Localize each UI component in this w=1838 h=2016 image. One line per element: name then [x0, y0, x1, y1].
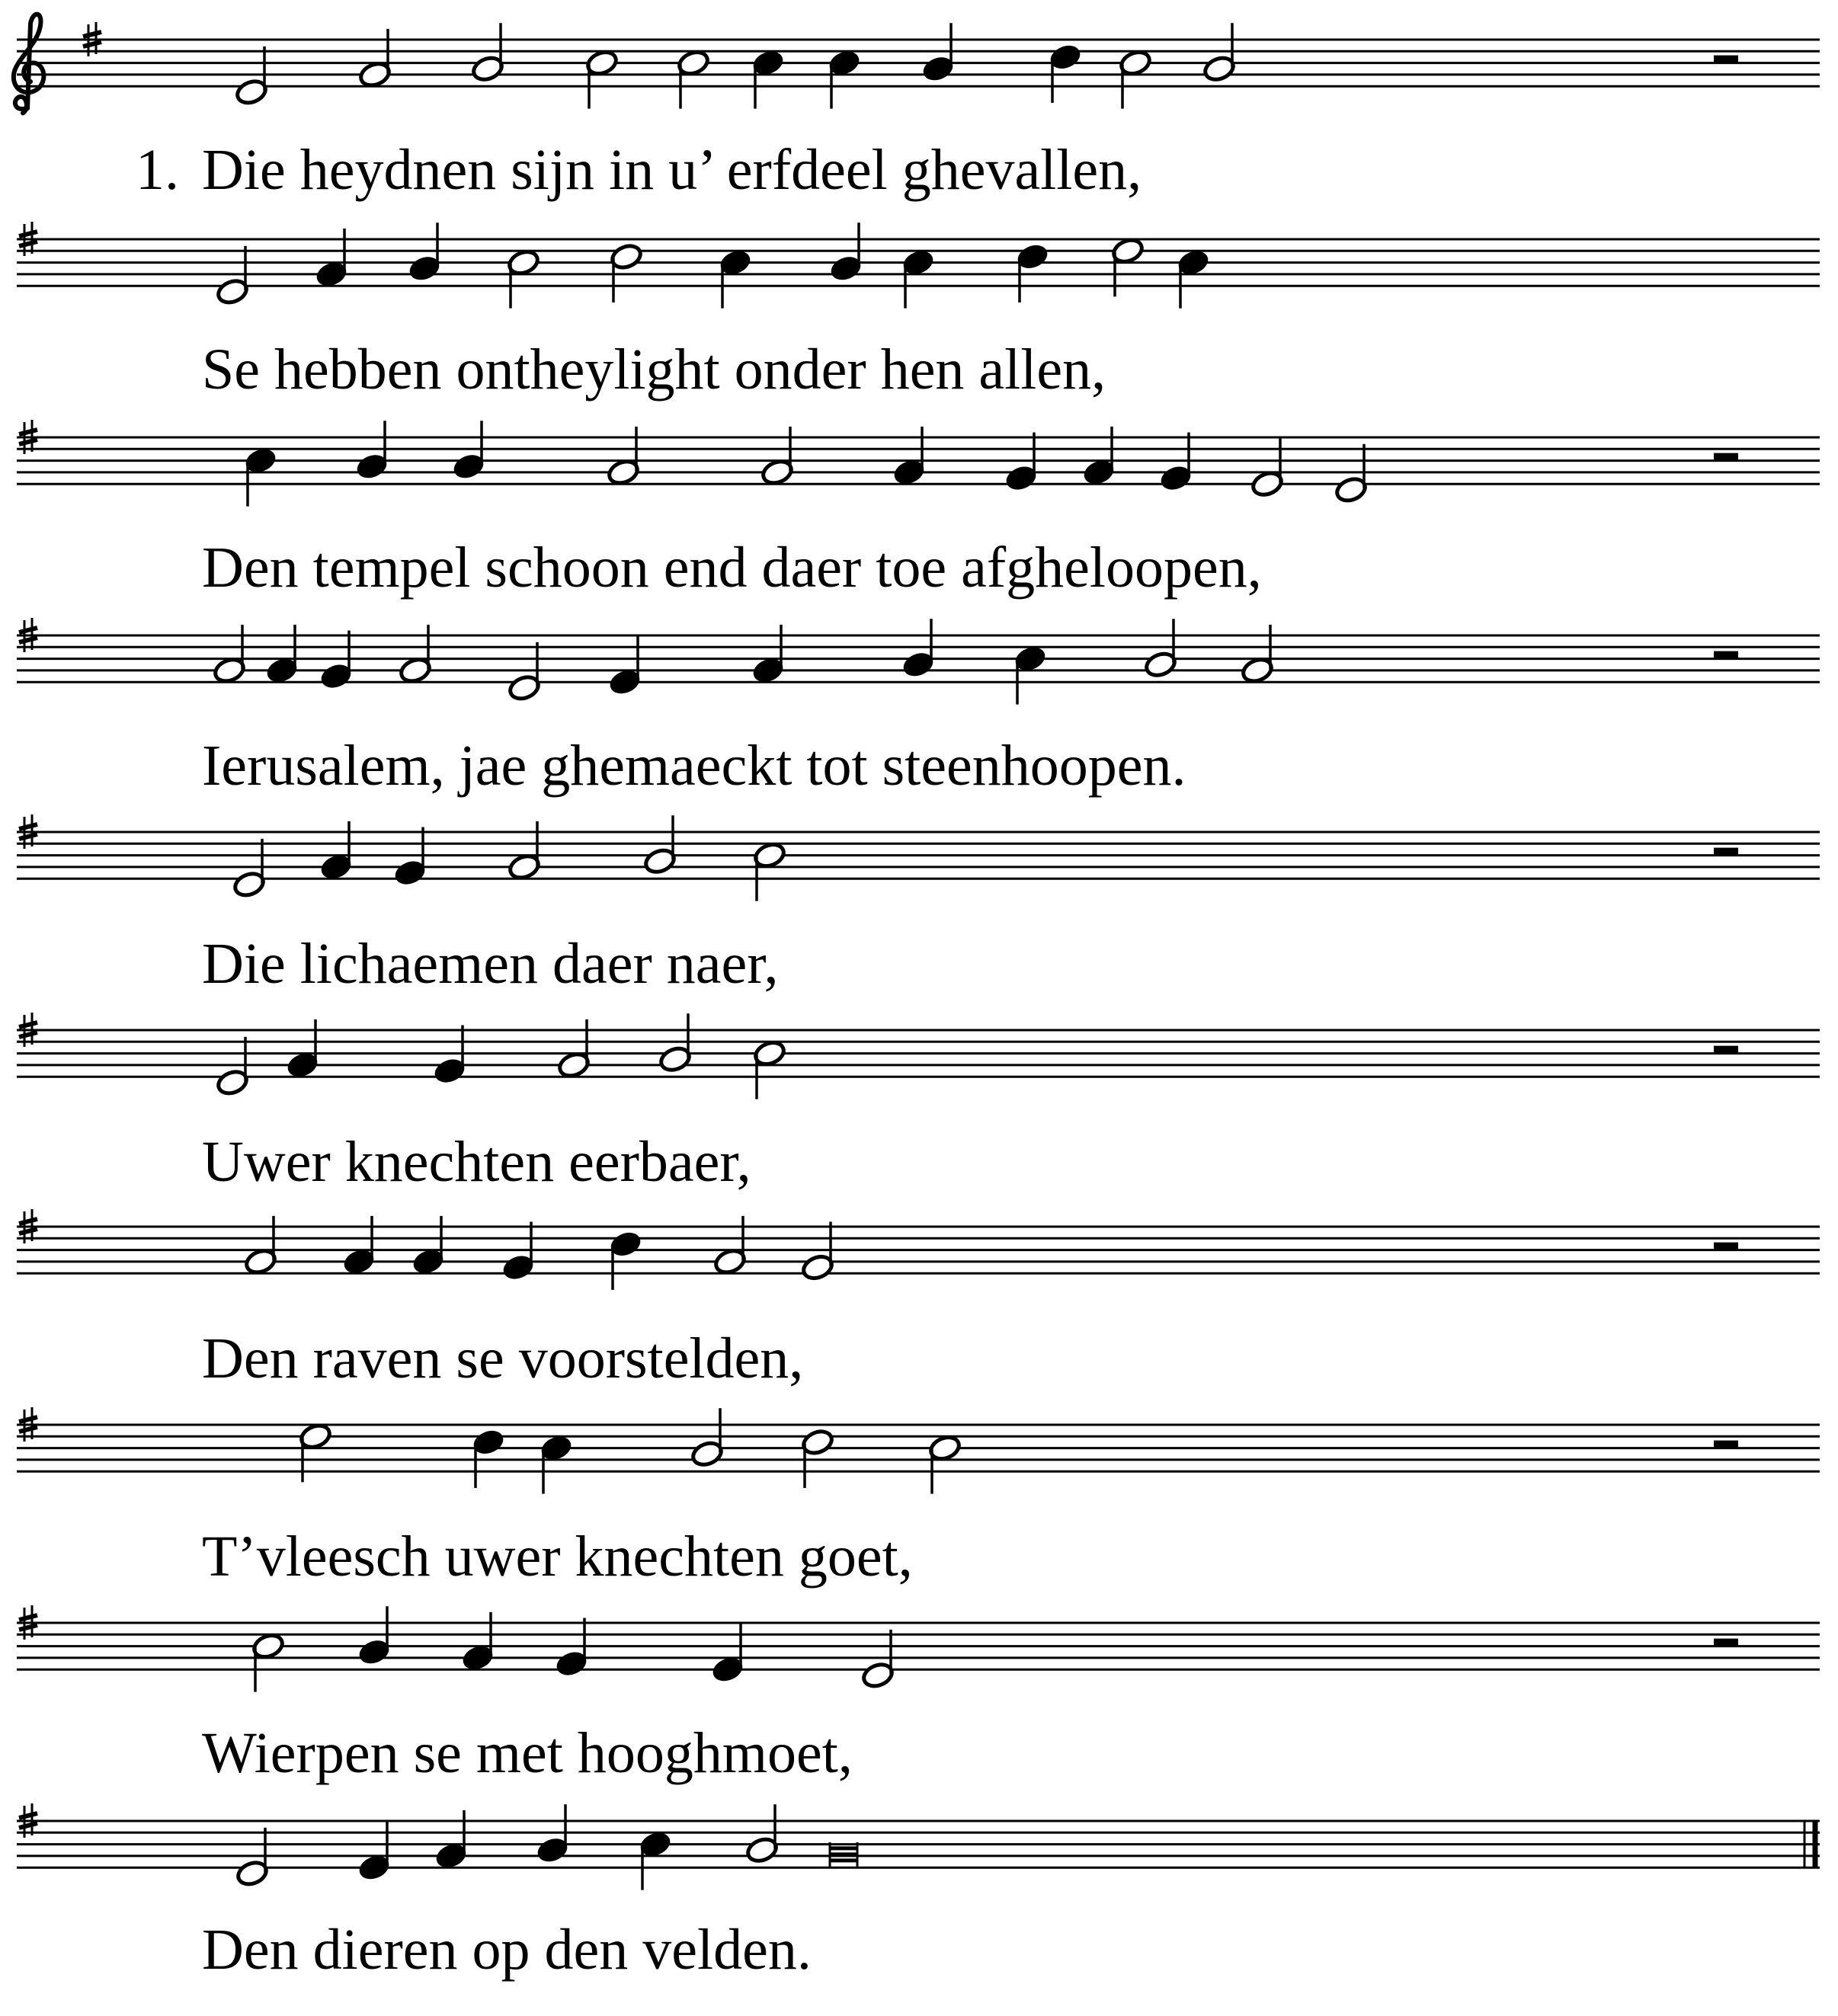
staff-lines — [17, 1227, 1820, 1273]
note — [751, 625, 786, 685]
note — [1241, 625, 1275, 685]
staff-system — [17, 1013, 1820, 1099]
note — [658, 1013, 693, 1074]
note — [358, 29, 392, 89]
note — [286, 1019, 320, 1080]
note — [753, 1038, 787, 1099]
note — [828, 48, 862, 108]
note — [508, 642, 542, 702]
half-rest-icon — [1714, 1243, 1738, 1250]
note — [639, 1829, 673, 1890]
note — [244, 1216, 278, 1276]
breve-note — [830, 1842, 857, 1867]
note — [690, 1408, 725, 1468]
note — [315, 229, 349, 289]
note — [1250, 438, 1285, 498]
half-rest-icon — [1714, 651, 1738, 659]
staff-system — [14, 14, 1820, 114]
note — [677, 48, 711, 108]
staff-system — [17, 1803, 1820, 1890]
half-rest-icon — [1714, 1441, 1738, 1448]
note — [1082, 427, 1116, 487]
lyric-line: Den dieren op den velden. — [202, 1918, 812, 1982]
note — [901, 248, 936, 308]
staff-system — [17, 420, 1820, 507]
note — [711, 1624, 745, 1684]
note — [434, 1810, 469, 1870]
note — [760, 427, 795, 487]
note — [540, 1433, 574, 1493]
note — [216, 1037, 250, 1097]
note — [928, 1433, 962, 1493]
note — [216, 246, 250, 306]
lyric-line: Den raven se voorstelden, — [202, 1326, 804, 1390]
note — [508, 821, 542, 882]
lyric-line: Ierusalem, jae ghemaeckt tot steenhoopen. — [202, 734, 1186, 798]
note — [892, 427, 927, 487]
note — [235, 1828, 270, 1888]
staff-system — [17, 1407, 1820, 1494]
note — [213, 625, 247, 685]
note — [713, 1216, 748, 1276]
lyric-line: Se hebben ontheylight onder hen allen, — [202, 338, 1106, 402]
lyric-line: Wierpen se met hooghmoet, — [202, 1721, 853, 1785]
note — [801, 1428, 835, 1488]
staff-lines — [17, 1821, 1820, 1867]
note — [471, 23, 505, 83]
lyric-line: Den tempel schoon end daer toe afgheloopen, — [202, 536, 1262, 600]
note — [507, 248, 541, 308]
treble-clef-icon — [14, 14, 44, 114]
note — [801, 1222, 835, 1282]
note — [751, 48, 786, 108]
note — [830, 1842, 857, 1867]
note — [861, 1630, 895, 1690]
staff-system — [17, 814, 1820, 901]
note — [411, 1216, 446, 1276]
note — [299, 1422, 333, 1482]
note — [557, 1019, 591, 1080]
staff-lines — [17, 40, 1820, 86]
note — [608, 636, 642, 696]
note — [1111, 236, 1145, 296]
note — [1334, 444, 1369, 504]
staff-system — [17, 618, 1820, 705]
note — [719, 248, 753, 308]
note — [745, 1804, 780, 1864]
staff-lines — [17, 1623, 1820, 1669]
verse-number: 1. — [136, 138, 179, 202]
note — [1119, 48, 1153, 108]
note — [643, 815, 677, 875]
note — [357, 1822, 392, 1882]
half-rest-icon — [1714, 848, 1738, 856]
note — [251, 1631, 286, 1691]
half-rest-icon — [1714, 1046, 1738, 1054]
note — [244, 446, 278, 506]
note — [265, 625, 299, 685]
staff-system — [17, 1209, 1820, 1290]
note — [235, 46, 269, 107]
note — [399, 625, 433, 685]
lyric-line: Uwer knechten eerbaer, — [202, 1130, 751, 1194]
note — [607, 427, 641, 487]
staff-lines — [17, 1425, 1820, 1471]
note — [1177, 248, 1211, 308]
note — [232, 839, 267, 899]
half-rest-icon — [1714, 56, 1738, 63]
staff-lines — [17, 832, 1820, 878]
note — [461, 1612, 495, 1672]
note — [610, 242, 644, 302]
staff-system — [17, 222, 1820, 309]
note — [1144, 619, 1178, 679]
note — [319, 821, 354, 882]
lyric-line: Die lichaemen daer naer, — [202, 932, 779, 996]
note — [585, 48, 620, 108]
note — [753, 840, 787, 901]
staff-system — [17, 1605, 1820, 1692]
note — [1013, 644, 1048, 704]
half-rest-icon — [1714, 453, 1738, 461]
lyric-line: T’vleesch uwer knechten goet, — [202, 1525, 913, 1589]
half-rest-icon — [1714, 1639, 1738, 1646]
staff-lines — [17, 1030, 1820, 1077]
lyric-line: Die heydnen sijn in u’ erfdeel ghevallen, — [202, 138, 1142, 202]
note — [342, 1216, 376, 1276]
note — [1202, 23, 1237, 83]
